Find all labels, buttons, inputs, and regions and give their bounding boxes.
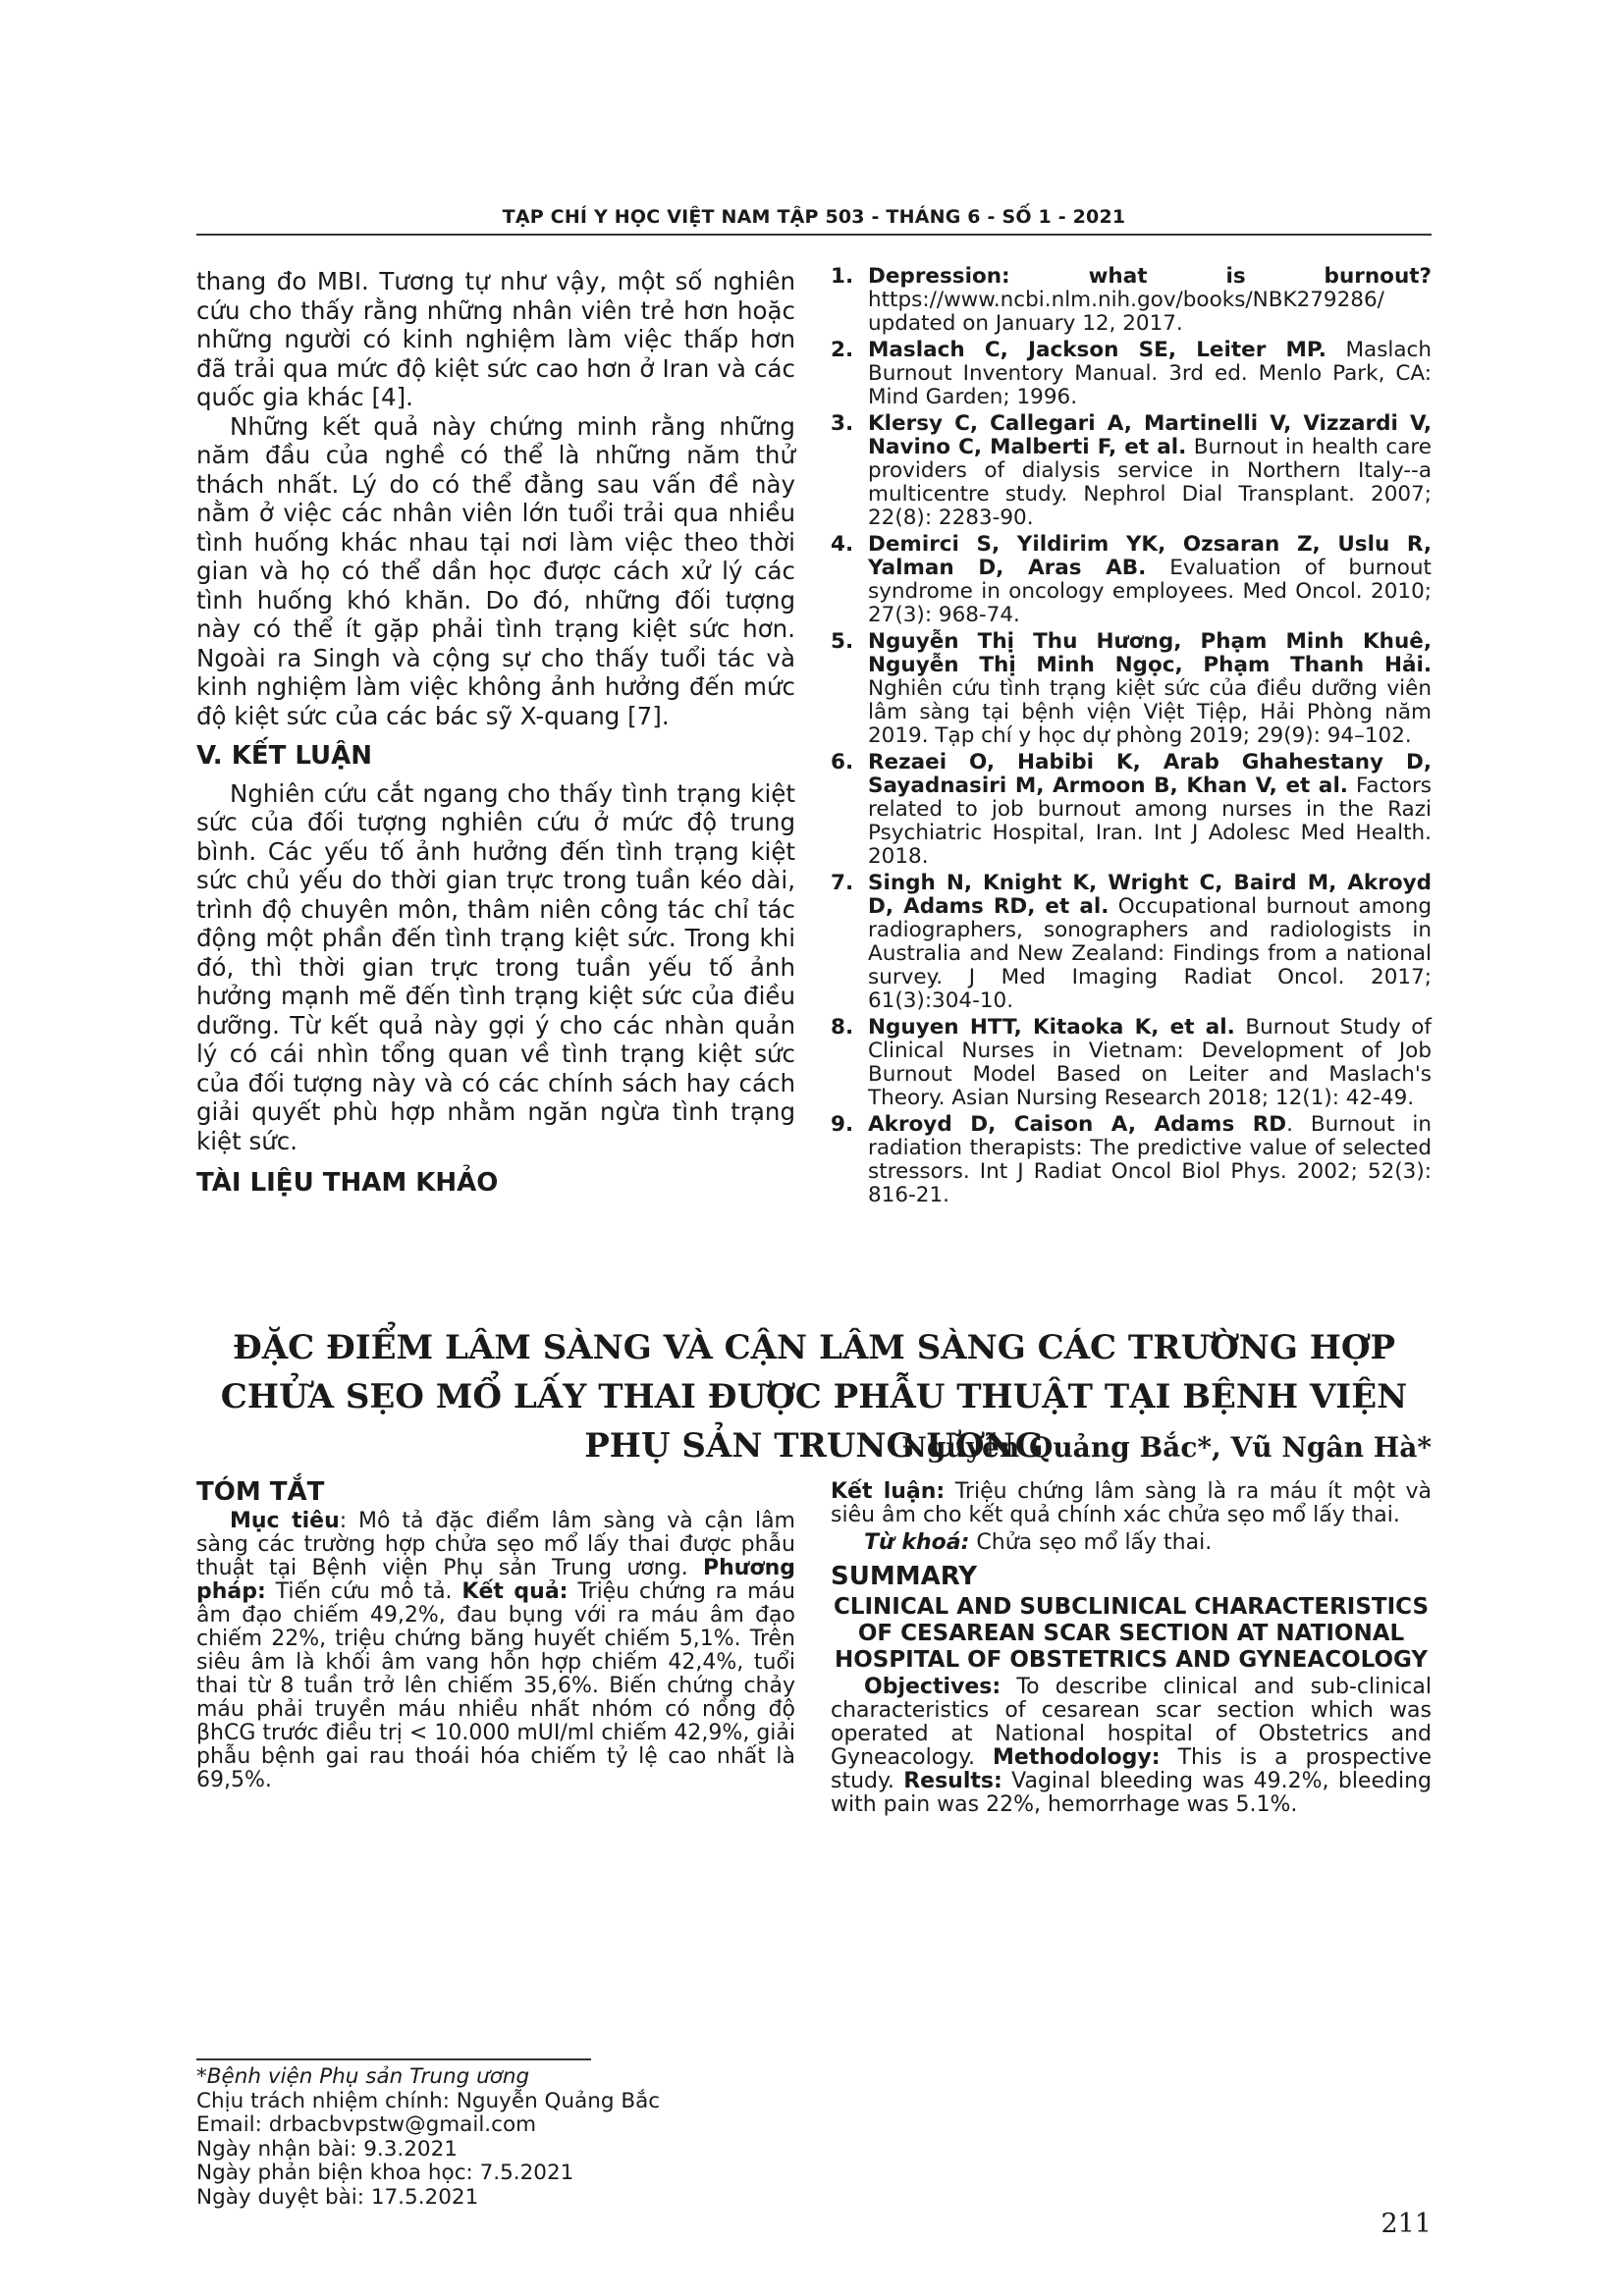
discussion-paragraph-2: Những kết quả này chứng minh rằng những năm đầu của nghề có thể là những năm thử thách nhất. Lý do có thể đằng sau vấn đề này nằm ở việc các nhân viên lớn tuổi trải qua nhiều tình huống khác nhau tại nơi làm việc theo thời gian và họ có thể dần học được cách xử lý các tình huống khó khăn. Do đó, những đối tượng này có thể ít gặp phải tình trạng kiệt sức hơn. Ngoài ra Singh và cộng sự cho thấy tuổi tác và kinh nghiệm làm việc không ảnh hưởng đến mức độ kiệt sức của các bác sỹ X-quang [7].	[196, 411, 795, 730]
reference-number: 7.	[831, 871, 854, 895]
reference-authors: Maslach C, Jackson SE, Leiter MP.	[868, 338, 1326, 362]
reference-text: https://www.ncbi.nlm.nih.gov/books/NBK279286/ updated on January 12, 2017.	[868, 288, 1384, 336]
footnote-received: Ngày nhận bài: 9.3.2021	[196, 2136, 458, 2162]
reference-item	[831, 630, 1432, 748]
reference-authors: Nguyễn Thị Thu Hương, Phạm Minh Khuê, Nguyễn Thị Minh Ngọc, Phạm Thanh Hải.	[868, 629, 1432, 677]
abstract-column	[196, 1477, 795, 1792]
article-authors: Nguyễn Quảng Bắc*, Vũ Ngân Hà*	[901, 1431, 1432, 1464]
summary-paragraph	[831, 1676, 1432, 1817]
reference-item	[831, 533, 1432, 627]
reference-authors: Rezaei O, Habibi K, Arab Ghahestany D, Sayadnasiri M, Armoon B, Khan V, et al.	[868, 750, 1432, 798]
abstract-continuation	[831, 1480, 1432, 1527]
reference-item	[831, 339, 1432, 409]
reference-text: Burnout Study of Clinical Nurses in Vietnam: Development of Job Burnout Model Based on Leiter and Maslach's Theory. Asian Nursing Research 2018; 12(1): 42-49.	[868, 1015, 1432, 1110]
summary-results-text: Vaginal bleeding was 49.2%, bleeding with pain was 22%, hemorrhage was 5.1%.	[831, 1769, 1432, 1817]
reference-authors: Demirci S, Yildirim YK, Ozsaran Z, Uslu R, Yalman D, Aras AB.	[868, 532, 1432, 580]
reference-item	[831, 412, 1432, 530]
reference-number: 6.	[831, 750, 854, 774]
keywords-text: Chửa sẹo mổ lấy thai.	[969, 1530, 1213, 1555]
reference-authors: Akroyd D, Caison A, Adams RD	[868, 1112, 1287, 1137]
results-label: Kết quả:	[461, 1579, 568, 1604]
conclusion-label: Kết luận:	[831, 1479, 946, 1504]
reference-text: Evaluation of burnout syndrome in oncology employees. Med Oncol. 2010; 27(3): 968-74.	[868, 556, 1432, 627]
page-number: 211	[1380, 2209, 1432, 2239]
journal-header: TẠP CHÍ Y HỌC VIỆT NAM TẬP 503 - THÁNG 6 - SỐ 1 - 2021	[502, 206, 1126, 228]
footnote-accepted: Ngày duyệt bài: 17.5.2021	[196, 2184, 479, 2210]
references-column	[831, 265, 1432, 1210]
reference-number: 9.	[831, 1112, 854, 1137]
article-title: ĐẶC ĐIỂM LÂM SÀNG VÀ CẬN LÂM SÀNG CÁC TRƯỜNG HỢP CHỬA SẸO MỔ LẤY THAI ĐƯỢC PHẪU THUẬT TẠI BỆNH VIỆN PHỤ SẢN TRUNG ƯƠNG	[220, 1328, 1408, 1466]
reference-item	[831, 872, 1432, 1013]
results-text: Triệu chứng ra máu âm đạo chiếm 49,2%, đau bụng với ra máu âm đạo chiếm 22%, triệu chứng băng huyết chiếm 5,1%. Trên siêu âm là khối âm vang hỗn hợp chiếm 42,4%, tuổi thai từ 8 tuần trở lên chiếm 35,6%. Biến chứng chảy máu phải truyền máu nhiều nhất nhóm có nồng độ βhCG trước điều trị < 10.000 mUI/ml chiếm 42,9%, giải phẫu bệnh gai rau thoái hóa chiếm tỷ lệ cao nhất là 69,5%.	[196, 1579, 795, 1792]
footnote-affiliation: *Bệnh viện Phụ sản Trung ương	[196, 2064, 530, 2089]
reference-number: 5.	[831, 629, 854, 654]
reference-authors: Singh N, Knight K, Wright C, Baird M, Akroyd D, Adams RD, et al.	[868, 871, 1432, 919]
reference-text: Occupational burnout among radiographers, sonographers and radiologists in Australia and New Zealand: Findings from a national survey. J Med Imaging Radiat Oncol. 2017; 61(3):304-10.	[868, 894, 1432, 1013]
reference-authors: Nguyen HTT, Kitaoka K, et al.	[868, 1015, 1235, 1040]
reference-number: 4.	[831, 532, 854, 557]
footnote-rule	[196, 2058, 591, 2060]
reference-number: 8.	[831, 1015, 854, 1040]
references-heading: TÀI LIỆU THAM KHẢO	[196, 1168, 499, 1198]
reference-number: 3.	[831, 411, 854, 436]
reference-text: . Burnout in radiation therapists: The predictive value of selected stressors. Int J Radiat Oncol Biol Phys. 2002; 52(3): 816-21.	[868, 1112, 1432, 1207]
abstract-heading: TÓM TẮT	[196, 1477, 325, 1507]
objectives-text: To describe clinical and sub-clinical characteristics of cesarean scar section which was operated at National hospital of Obstetrics and Gyneacology.	[831, 1675, 1432, 1770]
reference-number: 2.	[831, 338, 854, 362]
footnote	[196, 2065, 785, 2210]
reference-text: Maslach Burnout Inventory Manual. 3rd ed. Menlo Park, CA: Mind Garden; 1996.	[868, 338, 1432, 409]
summary-column	[831, 1480, 1432, 1817]
objective-text: : Mô tả đặc điểm lâm sàng và cận lâm sàng các trường hợp chửa sẹo mổ lấy thai được phẫu thuật tại Bệnh viện Phụ sản Trung ương.	[196, 1509, 795, 1580]
reference-text: Factors related to job burnout among nurses in the Razi Psychiatric Hospital, Iran. Int J Adolesc Med Health. 2018.	[868, 774, 1432, 869]
objectives-label: Objectives:	[864, 1675, 1001, 1699]
footnote-email: Email: drbacbvpstw@gmail.com	[196, 2112, 537, 2137]
method-label: Phương pháp:	[196, 1556, 795, 1604]
objective-label: Mục tiêu	[230, 1509, 340, 1533]
conclusion-heading: V. KẾT LUẬN	[196, 741, 373, 771]
methodology-text: This is a prospective study.	[831, 1745, 1432, 1793]
header-rule	[196, 234, 1432, 236]
summary-heading: SUMMARY	[831, 1562, 978, 1591]
reference-item	[831, 265, 1432, 336]
reference-text: Burnout in health care providers of dialysis service in Northern Italy--a multicentre study. Nephrol Dial Transplant. 2007; 22(8): 2283-90.	[868, 435, 1432, 530]
reference-item	[831, 1016, 1432, 1110]
reference-authors: Klersy C, Callegari A, Martinelli V, Vizzardi V, Navino C, Malberti F, et al.	[868, 411, 1432, 459]
summary-title: CLINICAL AND SUBCLINICAL CHARACTERISTICS OF CESAREAN SCAR SECTION AT NATIONAL HOSPITAL OF OBSTETRICS AND GYNEACOLOGY	[833, 1594, 1430, 1673]
discussion-paragraph-1: thang đo MBI. Tương tự như vậy, một số nghiên cứu cho thấy rằng những nhân viên trẻ hơn hoặc những người có kinh nghiệm làm việc thấp hơn đã trải qua mức độ kiệt sức cao hơn ở Iran và các quốc gia khác [4].	[196, 267, 795, 411]
reference-number: 1.	[831, 264, 854, 289]
keywords-label: Từ khoá:	[864, 1530, 970, 1555]
footnote-responsible: Chịu trách nhiệm chính: Nguyễn Quảng Bắc	[196, 2088, 661, 2113]
prev-article-left-column	[196, 267, 795, 1206]
footnote-reviewed: Ngày phản biện khoa học: 7.5.2021	[196, 2161, 574, 2185]
conclusion-paragraph: Nghiên cứu cắt ngang cho thấy tình trạng kiệt sức của đối tượng nghiên cứu ở mức độ trung bình. Các yếu tố ảnh hưởng đến tình trạng kiệt sức chủ yếu do thời gian trực trong tuần kéo dài, trình độ chuyên môn, thâm niên công tác chỉ tác động một phần đến tình trạng kiệt sức. Trong khi đó, thì thời gian trực trong tuần yếu tố ảnh hưởng mạnh mẽ đến tình trạng kiệt sức của điều dưỡng. Từ kết quả này gợi ý cho các nhàn quản lý có cái nhìn tổng quan về tình trạng kiệt sức của đối tượng này và có các chính sách hay cách giải quyết phù hợp nhằm ngăn ngừa tình trạng kiệt sức.	[196, 778, 795, 1155]
references-list	[831, 265, 1432, 1207]
methodology-label: Methodology:	[993, 1745, 1161, 1770]
method-text: Tiến cứu mô tả.	[265, 1579, 462, 1604]
conclusion-text: Triệu chứng lâm sàng là ra máu ít một và siêu âm cho kết quả chính xác chửa sẹo mổ lấy thai.	[831, 1479, 1433, 1527]
summary-results-label: Results:	[903, 1769, 1002, 1793]
reference-item	[831, 751, 1432, 869]
reference-item	[831, 1113, 1432, 1207]
reference-text: Nghiên cứu tình trạng kiệt sức của điều dưỡng viên lâm sàng tại bệnh viện Việt Tiệp, Hải Phòng năm 2019. Tạp chí y học dự phòng 2019; 29(9): 94–102.	[868, 676, 1432, 748]
reference-authors: Depression: what is burnout?	[868, 264, 1432, 289]
abstract-paragraph	[196, 1510, 795, 1792]
keywords-line	[831, 1531, 1432, 1555]
